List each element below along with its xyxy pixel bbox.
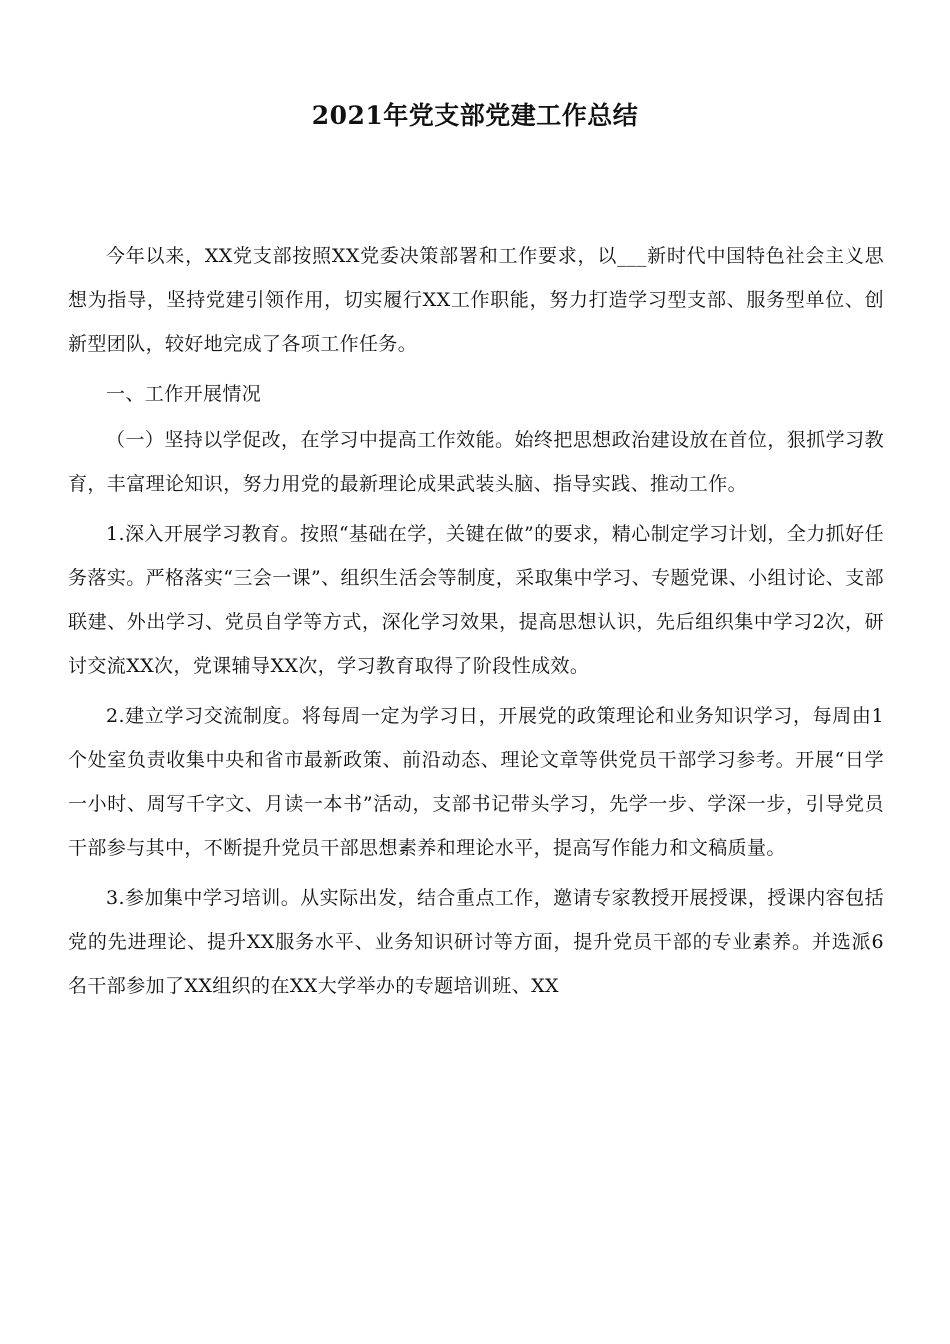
document-body (68, 234, 884, 1014)
item-3-paragraph: 3.参加集中学习培训。从实际出发，结合重点工作，邀请专家教授开展授课，授课内容包括党的先进理论、提升XX服务水平、业务知识研讨等方面，提升党员干部的专业素养。并选派6名干部参加了XX组织的在XX大学举办的专题培训班、XX (68, 887, 884, 997)
document-title: 2021年党支部党建工作总结 (311, 101, 639, 130)
item-1-paragraph: 1.深入开展学习教育。按照“基础在学，关键在做”的要求，精心制定学习计划，全力抓好任务落实。严格落实“三会一课”、组织生活会等制度，采取集中学习、专题党课、小组讨论、支部联建、外出学习、党员自学等方式，深化学习效果，提高思想认识，先后组织集中学习2次，研讨交流XX次，党课辅导XX次，学习教育取得了阶段性成效。 (68, 523, 884, 677)
intro-paragraph: 今年以来，XX党支部按照XX党委决策部署和工作要求，以___新时代中国特色社会主义思想为指导，坚持党建引领作用，切实履行XX工作职能，努力打造学习型支部、服务型单位、创新型团队，较好地完成了各项工作任务。 (68, 245, 884, 355)
item-2-paragraph: 2.建立学习交流制度。将每周一定为学习日，开展党的政策理论和业务知识学习，每周由1个处室负责收集中央和省市最新政策、前沿动态、理论文章等供党员干部学习参考。开展“日学一小时、周写千字文、月读一本书”活动，支部书记带头学习，先学一步、学深一步，引导党员干部参与其中，不断提升党员干部思想素养和理论水平，提高写作能力和文稿质量。 (68, 705, 884, 859)
section-heading-work-progress: 一、工作开展情况 (106, 383, 262, 405)
subsection-study-reform-paragraph: （一）坚持以学促改，在学习中提高工作效能。始终把思想政治建设放在首位，狠抓学习教育，丰富理论知识，努力用党的最新理论成果武装头脑、指导实践、推动工作。 (68, 429, 884, 495)
